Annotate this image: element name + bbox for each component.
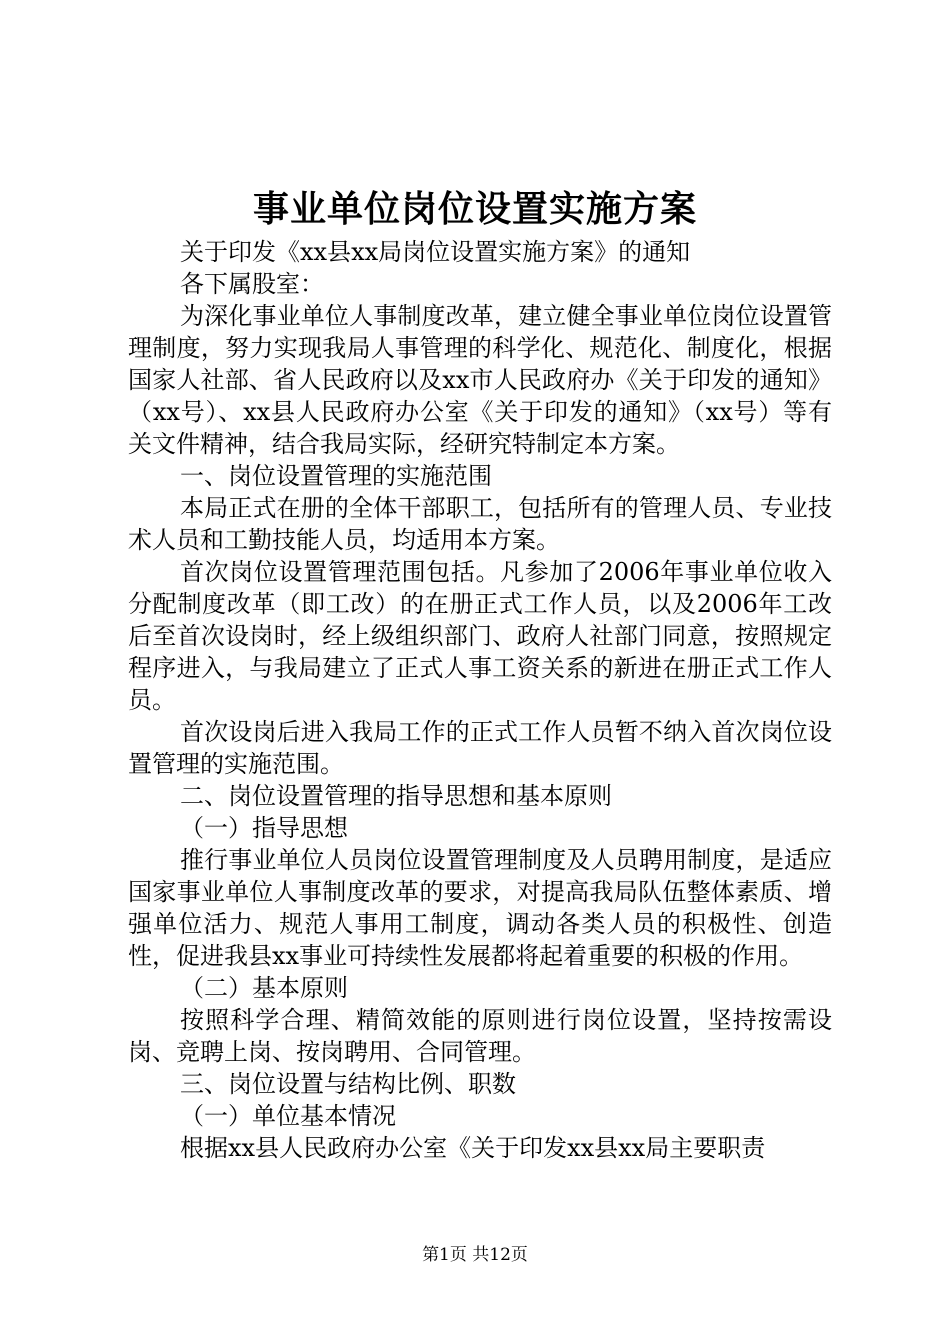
subsection-heading: （一）单位基本情况 bbox=[180, 1102, 396, 1130]
section-heading-1: 一、岗位设置管理的实施范围 bbox=[180, 462, 492, 490]
subsection-heading: （一）指导思想 bbox=[180, 814, 348, 842]
page-number-footer: 第1页 共12页 bbox=[422, 1245, 528, 1265]
salutation: 各下属股室： bbox=[180, 270, 324, 298]
section-heading-3: 三、岗位设置与结构比例、职数 bbox=[180, 1070, 516, 1098]
intro-paragraph: 为深化事业单位人事制度改革，建立健全事业单位岗位设置管理制度，努力实现我局人事管理的科学化、规范化、制度化，根据国家人社部、省人民政府以及xx市人民政府办《关于印发的通知》（xx号）、xx县人民政府办公室《关于印发的通知》（xx号）等有关文件精神，结合我局实际，经研究特制定本方案。 bbox=[128, 302, 832, 458]
document-title: 事业单位岗位设置实施方案 bbox=[252, 188, 697, 230]
section-heading-2: 二、岗位设置管理的指导思想和基本原则 bbox=[180, 782, 612, 810]
body-paragraph: 根据xx县人民政府办公室《关于印发xx县xx局主要职责 bbox=[180, 1134, 766, 1162]
document-body bbox=[128, 236, 832, 1164]
body-paragraph: 推行事业单位人员岗位设置管理制度及人员聘用制度，是适应国家事业单位人事制度改革的要求，对提高我局队伍整体素质、增强单位活力、规范人事用工制度，调动各类人员的积极性、创造性，促进我县xx事业可持续性发展都将起着重要的积极的作用。 bbox=[128, 846, 832, 970]
body-paragraph: 本局正式在册的全体干部职工，包括所有的管理人员、专业技术人员和工勤技能人员，均适用本方案。 bbox=[128, 494, 832, 554]
body-paragraph: 首次岗位设置管理范围包括。凡参加了2006年事业单位收入分配制度改革（即工改）的在册正式工作人员，以及2006年工改后至首次设岗时，经上级组织部门、政府人社部门同意，按照规定程序进入，与我局建立了正式人事工资关系的新进在册正式工作人员。 bbox=[128, 558, 832, 714]
notice-heading: 关于印发《xx县xx局岗位设置实施方案》的通知 bbox=[180, 238, 691, 266]
body-paragraph: 首次设岗后进入我局工作的正式工作人员暂不纳入首次岗位设置管理的实施范围。 bbox=[128, 718, 832, 778]
subsection-heading: （二）基本原则 bbox=[180, 974, 348, 1002]
body-paragraph: 按照科学合理、精简效能的原则进行岗位设置，坚持按需设岗、竞聘上岗、按岗聘用、合同管理。 bbox=[128, 1006, 832, 1066]
